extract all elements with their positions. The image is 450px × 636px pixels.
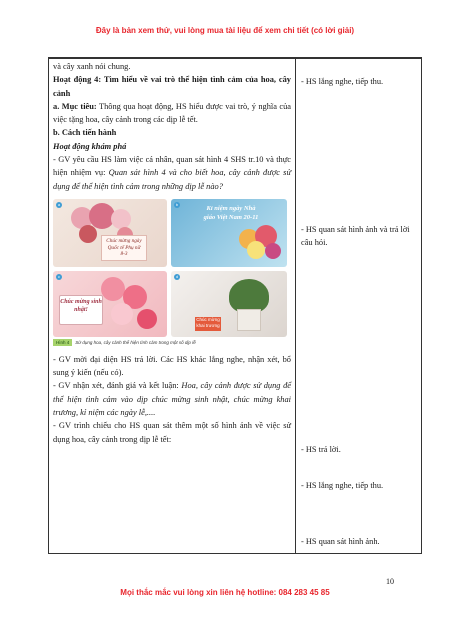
lesson-table: [48, 57, 422, 554]
plant-foliage: [229, 279, 269, 313]
badge-d: d: [175, 273, 179, 279]
goal-paragraph: [53, 100, 291, 127]
method-heading: b. Cách tiến hành: [53, 128, 117, 138]
flower-bouquet: [247, 241, 265, 259]
page-number: 10: [386, 577, 394, 586]
photo-opening: [171, 271, 287, 337]
teacher-activity-column: [53, 60, 291, 446]
tag-opening: Chúc mừng khai trương: [195, 317, 221, 331]
photo-womens-day: [53, 199, 167, 267]
flower-bouquet: [101, 277, 125, 301]
task-text: - GV yêu cầu HS làm việc cá nhân, quan sát hình 4 SHS tr.10 và thực hiện nhiệm vụ:: [53, 154, 291, 178]
student-response-2: - HS quan sát hình ảnh và trả lời câu hỏi.: [301, 225, 410, 248]
photo-teachers-day: [171, 199, 287, 267]
explore-heading: Hoạt động khám phá: [53, 141, 127, 151]
conclusion-paragraph: [53, 379, 291, 419]
conclusion-italic: Hoa, cây cảnh được sử dụng để thể hiện tình cảm vào dịp chúc mừng sinh nhật, chúc mừng khai trương, kỉ niệm các ngày lễ,....: [53, 381, 292, 417]
badge-c: c: [58, 273, 60, 279]
student-response-4: - HS lắng nghe, tiếp thu.: [301, 481, 384, 490]
flower-bouquet: [265, 243, 281, 259]
present-paragraph: - GV trình chiếu cho HS quan sát thêm một số hình ảnh về việc sử dụng hoa, cây cảnh trong dịp lễ tết:: [53, 421, 291, 444]
sign-birthday: Chúc mừng sinh nhật!: [59, 295, 103, 325]
column-divider: [295, 58, 296, 553]
hotline-banner: Mọi thắc mắc vui lòng xin liên hệ hotline: 084 283 45 85: [120, 588, 330, 597]
card-womens-day: Chúc mừng ngày Quốc tế Phụ nữ 8-3: [101, 235, 147, 261]
figure-caption-label: Hình 4: [53, 339, 72, 346]
goal-label: a. Mục tiêu:: [53, 101, 97, 111]
task-paragraph: [53, 153, 291, 193]
student-activity-column: [301, 58, 419, 553]
figure-caption-text: Sử dụng hoa, cây cảnh thể hiện tình cảm trong một số dịp lễ: [75, 339, 196, 345]
task-question: Quan sát hình 4 và cho biết hoa, cây cảnh được sử dụng để thể hiện tình cảm trong những dịp lễ nào?: [53, 168, 292, 191]
goal-text: Thông qua hoạt động, HS hiểu được vai trò, ý nghĩa của việc tặng hoa, cây cảnh trong các dịp lễ tết.: [53, 101, 291, 125]
preview-notice-banner: Đây là bản xem thử, vui lòng mua tài liệu để xem chi tiết (có lời giải): [95, 26, 355, 35]
flower-bouquet: [137, 309, 157, 329]
student-response-3: - HS trả lời.: [301, 445, 341, 454]
badge-a: a: [57, 201, 61, 207]
flower-bouquet: [111, 209, 131, 229]
student-response-1: - HS lắng nghe, tiếp thu.: [301, 77, 384, 86]
student-response-5: - HS quan sát hình ảnh.: [301, 537, 380, 546]
plant-pot: [237, 309, 261, 331]
intro-line: và cây xanh nói chung.: [53, 62, 131, 71]
sign-teachers-day: Kỉ niệm ngày Nhà giáo Việt Nam 20-11: [203, 204, 259, 221]
badge-b: b: [175, 201, 179, 207]
figure-caption: [53, 339, 287, 347]
flower-bouquet: [79, 225, 97, 243]
activity-heading: Hoạt động 4: Tìm hiểu về vai trò thể hiện tình cảm của hoa, cây cảnh: [53, 75, 291, 98]
invite-paragraph: - GV mời đại diện HS trả lời. Các HS khác lắng nghe, nhận xét, bổ sung ý kiến (nếu có).: [53, 354, 291, 378]
photo-birthday: [53, 271, 167, 337]
conclusion-text: - GV nhận xét, đánh giá và kết luận:: [53, 381, 182, 391]
flower-bouquet: [111, 303, 133, 325]
figure-4: [53, 199, 287, 347]
